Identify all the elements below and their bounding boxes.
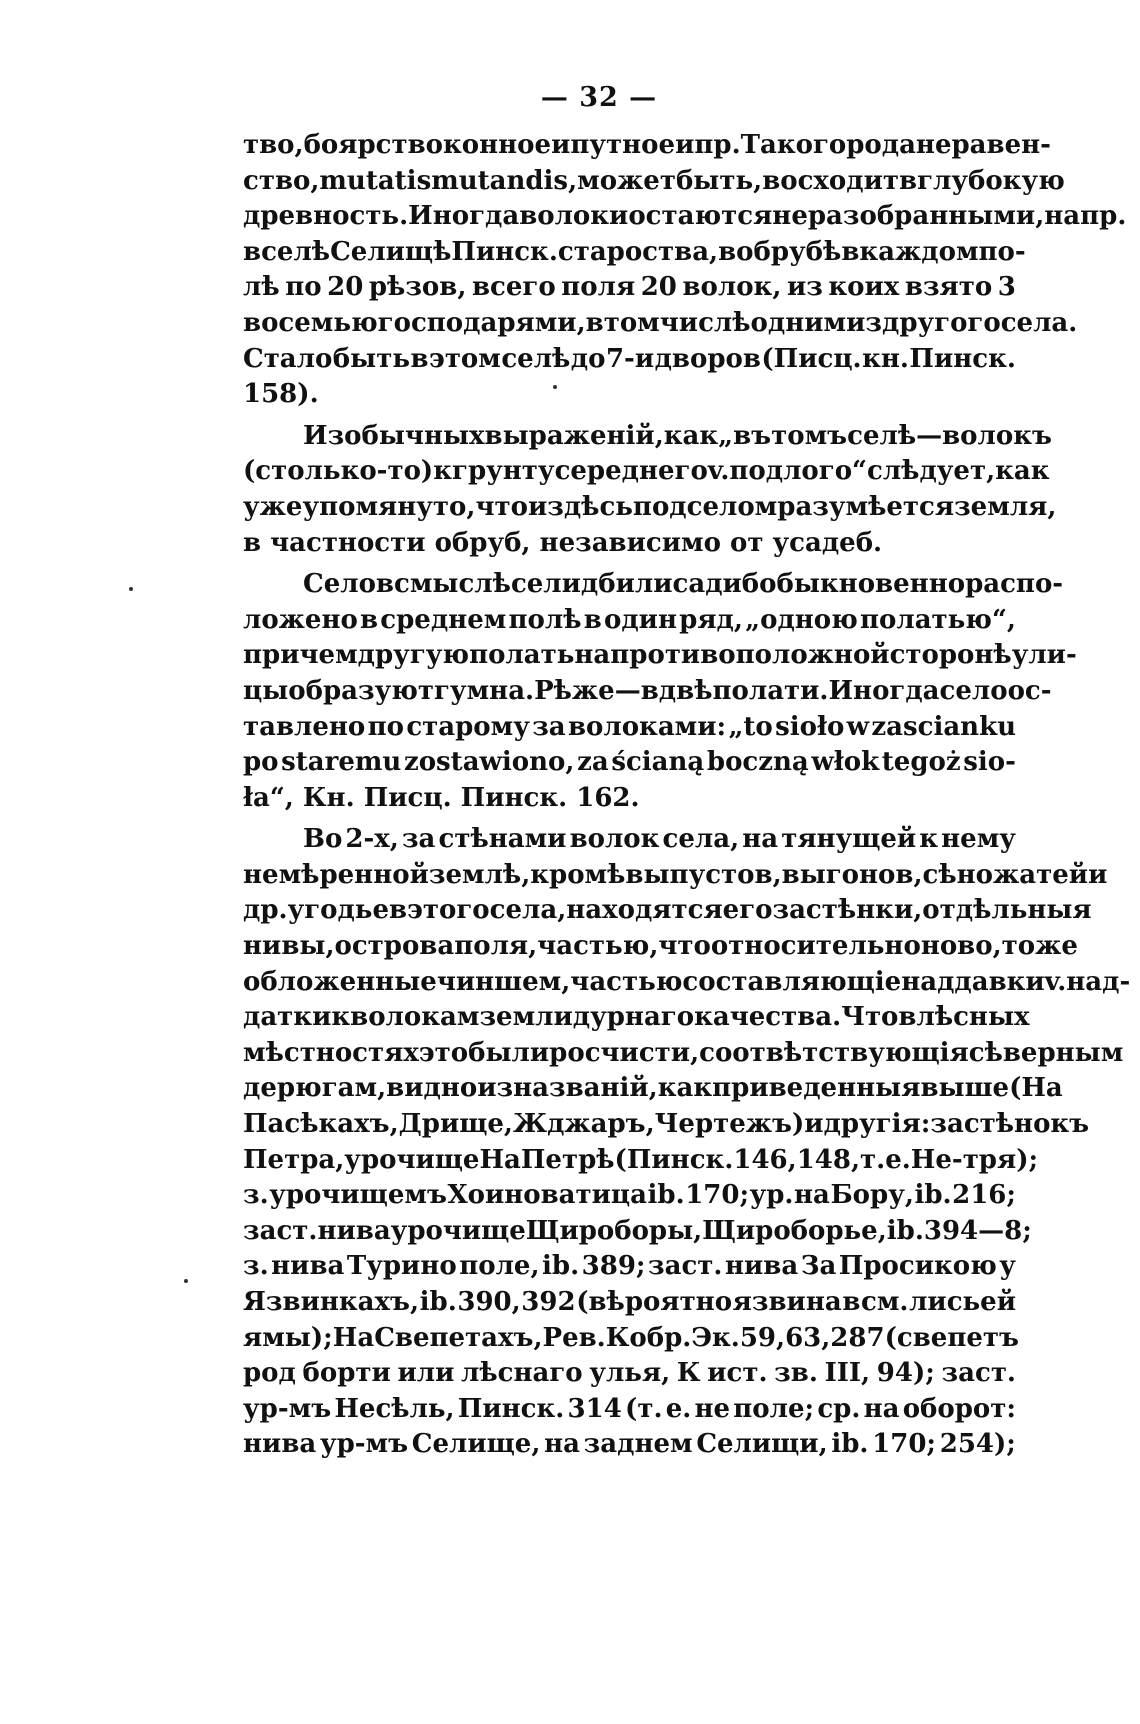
text-line: др. угодьев этого села, находятся его застѣнки, отдѣльныя <box>243 895 1092 926</box>
text-line: Стало быть в этом селѣ до 7-и дворов (Писц. кн. Пинск. <box>243 343 1016 374</box>
text-line: ур-мъ Несѣль, Пинск. 314 (т. е. не поле; ср. на оборот: <box>243 1393 1016 1424</box>
text-line: 158). <box>243 379 319 410</box>
scan-speck <box>184 1279 188 1283</box>
text-line: цы образуют гумна. Рѣже—в двѣ полати. Иногда село ос- <box>243 675 1052 706</box>
text-line: Язвинкахъ, ib. 390, 392 (вѣроятно язвина в см. лисьей <box>243 1287 1016 1317</box>
text-line: тво, боярство конное и путное и пр. Такого рода неравен- <box>243 130 1051 160</box>
text-line: датки к волокам земли дурнаго качества. Что в лѣсных <box>243 1002 1030 1033</box>
text-line: ła“, Кн. Писц. Пинск. 162. <box>243 782 640 813</box>
text-line: род борти или лѣснаго улья, К ист. зв. III, 94); заст. <box>243 1358 1016 1389</box>
text-line: Пасѣкахъ, Дрище, Жджаръ, Чертежъ) и другія: застѣнокъ <box>243 1109 1090 1140</box>
text-line: Село в смыслѣ селидб или садиб обыкновенно распо- <box>303 569 1064 600</box>
text-line: древность. Иногда волоки остаются неразобранными, на пр. <box>243 201 1127 232</box>
text-line: лѣ по 20 рѣзов, всего поля 20 волок, из коих взято 3 <box>243 272 1016 303</box>
text-line: дерюгам, видно из названій, как приведенныя выше (На <box>243 1073 1063 1104</box>
text-line: уже упомянуто, что и здѣсь под селом разумѣется земля, <box>243 491 1057 522</box>
text-line: тавлено по старому за волоками: „to sioło w zascianku <box>243 711 1016 742</box>
body-text <box>243 128 1131 1463</box>
text-line: Петра, урочище На Петрѣ (Пинск. 146, 148, т. е. Не-тря); <box>243 1144 1039 1175</box>
text-line: нивы, острова поля, частью, что относительно ново, тоже <box>243 931 1078 962</box>
text-line: Из обычных выраженій, как „въ томъ селѣ — волокъ <box>303 420 1052 451</box>
text-line: в селѣ Селищѣ Пинск. староства, в обрубѣ в каждом по- <box>243 236 1026 267</box>
text-line: Во 2-х, за стѣнами волок села, на тянущей к нему <box>303 824 1016 855</box>
text-line: з. урочищемъ Хоиноватица ib. 170; ур. на Бору, ib. 216; <box>243 1180 1016 1211</box>
text-line: мѣстностях это были росчисти, соотвѣтствующія сѣверным <box>243 1037 1124 1068</box>
text-line: нива ур-мъ Селище, на заднем Селищи, ib. 170; 254); <box>243 1429 1016 1460</box>
text-line: ство, mutatis mutandis, может быть, восходит в глубокую <box>243 165 1065 196</box>
page-number: — 32 — <box>540 82 658 113</box>
text-line: немѣренной землѣ, кромѣ выпустов, выгонов, сѣножатей и <box>243 859 1108 890</box>
text-line: з. нива Турино поле, ib. 389; заст. нива За Просикою у <box>243 1251 1016 1282</box>
text-line: ложено в среднем полѣ в один ряд, „одною полатью“, <box>243 604 1016 635</box>
text-line: при чем другую полать на противоположной сторонѣ ули- <box>243 640 1077 671</box>
text-line: обложенные чиншем, частью составляющіе наддавки v. над- <box>243 966 1131 997</box>
text-line: в частности обруб, независимо от усадеб. <box>243 527 883 558</box>
text-line: восемью господарями, в том числѣ одним из другого села. <box>243 307 1078 338</box>
text-line: ямы); На Свепетахъ, Рев. Кобр. Эк. 59, 63, 287 (свепетъ <box>243 1322 1019 1353</box>
text-line: (столько-то) кгрунту середнего v. подлого“ слѣдует, как <box>243 456 1050 487</box>
scan-speck <box>129 587 133 591</box>
text-line: заст. нива урочище Щироборы, Щироборье, ib. 394—8; <box>243 1215 1032 1246</box>
text-line: po staremu zostawiono, za ścianą boczną włok tegoż sio- <box>243 747 1016 778</box>
